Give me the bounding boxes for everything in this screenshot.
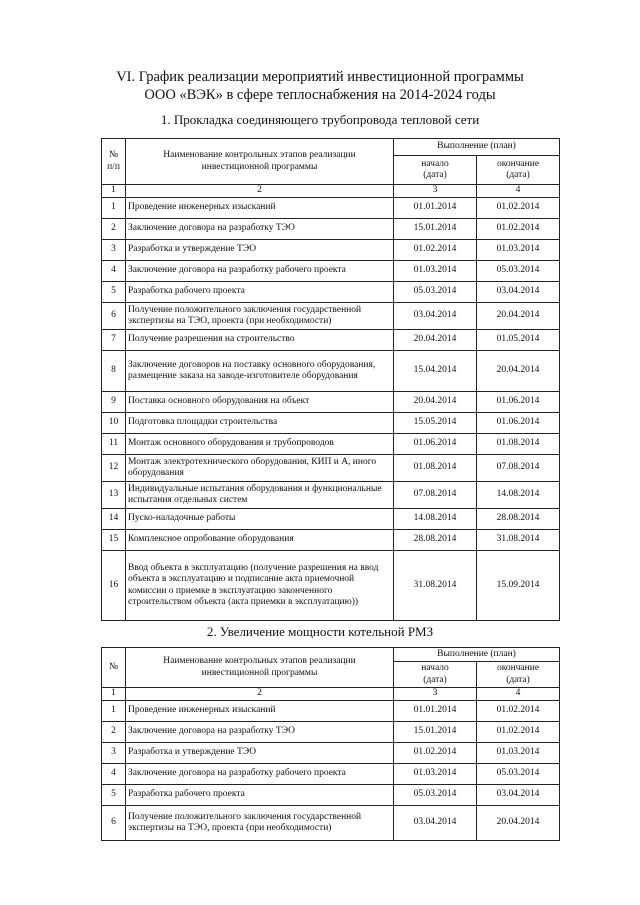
section-2-title: 2. Увеличение мощности котельной РМЗ — [206, 624, 434, 639]
table-row — [102, 530, 560, 551]
table-row — [102, 413, 560, 434]
header-end-line2: (дата) — [506, 170, 530, 180]
start-date: 01.01.2014 — [394, 198, 477, 219]
end-date: 01.05.2014 — [477, 330, 560, 351]
column-number-row — [102, 185, 560, 198]
start-date: 05.03.2014 — [394, 785, 477, 806]
start-date: 01.03.2014 — [394, 261, 477, 282]
header-name-line2: инвестиционной программы — [201, 667, 318, 678]
table-row — [102, 455, 560, 482]
stage-name: Заключение договора на разработку ТЭО — [126, 722, 394, 743]
end-date: 03.04.2014 — [477, 282, 560, 303]
start-date: 07.08.2014 — [394, 482, 477, 509]
table-row — [102, 764, 560, 785]
table-row — [102, 722, 560, 743]
stage-name: Проведение инженерных изысканий — [126, 701, 394, 722]
end-date: 20.04.2014 — [477, 806, 560, 841]
stage-name: Получение положительного заключения государственной экспертизы на ТЭО, проекта (при необходимости) — [126, 806, 394, 841]
header-number-line2: п/п — [107, 161, 120, 172]
row-number: 4 — [102, 764, 126, 785]
end-date: 05.03.2014 — [477, 764, 560, 785]
header-start-line2: (дата) — [423, 674, 447, 685]
header-start-line1: начало — [421, 663, 449, 673]
header-cell-name — [126, 648, 394, 688]
table-row — [102, 509, 560, 530]
header-cell-number — [102, 139, 126, 185]
section-1-title: 1. Прокладка соединяющего трубопровода тепловой сети — [160, 112, 480, 127]
header-cell-name — [126, 139, 394, 185]
header-name-line1: Наименование контрольных этапов реализации — [163, 150, 356, 160]
end-date: 14.08.2014 — [477, 482, 560, 509]
column-number: 1 — [102, 688, 126, 701]
header-cell-start — [394, 662, 477, 688]
column-number: 4 — [477, 185, 560, 198]
start-date: 01.03.2014 — [394, 764, 477, 785]
row-number: 1 — [102, 198, 126, 219]
table-row — [102, 434, 560, 455]
end-date: 31.08.2014 — [477, 530, 560, 551]
table-row — [102, 282, 560, 303]
stage-name: Заключение договоров на поставку основного оборудования, размещение заказа на заводе-изготовителе оборудования — [126, 351, 394, 392]
table-row — [102, 240, 560, 261]
row-number: 7 — [102, 330, 126, 351]
row-number: 6 — [102, 303, 126, 330]
start-date: 03.04.2014 — [394, 303, 477, 330]
stage-name: Проведение инженерных изысканий — [126, 198, 394, 219]
table-row — [102, 806, 560, 841]
stage-name: Заключение договора на разработку ТЭО — [126, 219, 394, 240]
column-number: 3 — [394, 688, 477, 701]
start-date: 15.04.2014 — [394, 351, 477, 392]
start-date: 15.05.2014 — [394, 413, 477, 434]
schedule-table-2 — [101, 647, 560, 841]
row-number: 3 — [102, 240, 126, 261]
row-number: 12 — [102, 455, 126, 482]
document-title-line-1: VI. График реализации мероприятий инвестиционной программы — [116, 69, 524, 85]
row-number: 6 — [102, 806, 126, 841]
table-row — [102, 198, 560, 219]
header-cell-end — [477, 662, 560, 688]
start-date: 01.01.2014 — [394, 701, 477, 722]
row-number: 9 — [102, 392, 126, 413]
stage-name: Подготовка площадки строительства — [126, 413, 394, 434]
stage-name: Индивидуальные испытания оборудования и функциональные испытания отдельных систем — [126, 482, 394, 509]
start-date: 15.01.2014 — [394, 722, 477, 743]
start-date: 01.02.2014 — [394, 240, 477, 261]
row-number: 1 — [102, 701, 126, 722]
end-date: 05.03.2014 — [477, 261, 560, 282]
stage-name: Заключение договора на разработку рабочего проекта — [126, 764, 394, 785]
end-date: 01.02.2014 — [477, 701, 560, 722]
start-date: 28.08.2014 — [394, 530, 477, 551]
end-date: 03.04.2014 — [477, 785, 560, 806]
start-date: 15.01.2014 — [394, 219, 477, 240]
table-row — [102, 392, 560, 413]
stage-name: Разработка рабочего проекта — [126, 282, 394, 303]
table-row — [102, 303, 560, 330]
start-date: 01.08.2014 — [394, 455, 477, 482]
stage-name: Ввод объекта в эксплуатацию (получение разрешения на ввод объекта в эксплуатацию и подписание акта приемочной комиссии о приемке в эксплуатацию законченного строительством объекта (акта приемки в эксплуатацию)) — [126, 551, 394, 621]
column-number-row — [102, 688, 560, 701]
row-number: 8 — [102, 351, 126, 392]
stage-name: Разработка и утверждение ТЭО — [126, 743, 394, 764]
start-date: 05.03.2014 — [394, 282, 477, 303]
row-number: 16 — [102, 551, 126, 621]
row-number: 5 — [102, 785, 126, 806]
stage-name: Монтаж электротехнического оборудования, КИП и А, иного оборудования — [126, 455, 394, 482]
end-date: 07.08.2014 — [477, 455, 560, 482]
row-number: 15 — [102, 530, 126, 551]
table-row — [102, 330, 560, 351]
column-number: 3 — [394, 185, 477, 198]
table-row — [102, 261, 560, 282]
column-number: 4 — [477, 688, 560, 701]
header-end-line2: (дата) — [506, 674, 530, 685]
column-number: 2 — [126, 688, 394, 701]
start-date: 31.08.2014 — [394, 551, 477, 621]
column-number: 2 — [126, 185, 394, 198]
end-date: 15.09.2014 — [477, 551, 560, 621]
header-start-line1: начало — [421, 158, 449, 169]
header-cell-end — [477, 156, 560, 185]
header-number-line1: № — [108, 150, 119, 160]
stage-name: Получение разрешения на строительство — [126, 330, 394, 351]
row-number: 4 — [102, 261, 126, 282]
end-date: 01.06.2014 — [477, 413, 560, 434]
document-title-line-2: ООО «ВЭК» в сфере теплоснабжения на 2014-2024 годы — [144, 87, 496, 103]
end-date: 20.04.2014 — [477, 303, 560, 330]
table-row — [102, 482, 560, 509]
start-date: 01.02.2014 — [394, 743, 477, 764]
table-row — [102, 701, 560, 722]
start-date: 20.04.2014 — [394, 392, 477, 413]
schedule-table-1 — [101, 138, 560, 621]
stage-name: Монтаж основного оборудования и трубопроводов — [126, 434, 394, 455]
table-row — [102, 551, 560, 621]
header-name-line1: Наименование контрольных этапов реализации — [163, 656, 356, 666]
stage-name: Разработка рабочего проекта — [126, 785, 394, 806]
start-date: 14.08.2014 — [394, 509, 477, 530]
row-number: 5 — [102, 282, 126, 303]
end-date: 28.08.2014 — [477, 509, 560, 530]
end-date: 01.08.2014 — [477, 434, 560, 455]
column-number: 1 — [102, 185, 126, 198]
start-date: 20.04.2014 — [394, 330, 477, 351]
end-date: 01.03.2014 — [477, 743, 560, 764]
stage-name: Комплексное опробование оборудования — [126, 530, 394, 551]
header-name-line2: инвестиционной программы — [201, 161, 318, 172]
end-date: 01.03.2014 — [477, 240, 560, 261]
start-date: 03.04.2014 — [394, 806, 477, 841]
stage-name: Поставка основного оборудования на объект — [126, 392, 394, 413]
row-number: 11 — [102, 434, 126, 455]
header-cell-execution: Выполнение (план) — [394, 139, 560, 156]
end-date: 01.02.2014 — [477, 219, 560, 240]
header-cell-number: № — [102, 648, 126, 688]
header-end-line1: окончание — [496, 158, 540, 169]
stage-name: Получение положительного заключения государственной экспертизы на ТЭО, проекта (при необходимости) — [126, 303, 394, 330]
table-row — [102, 785, 560, 806]
row-number: 2 — [102, 722, 126, 743]
end-date: 01.02.2014 — [477, 722, 560, 743]
table-row — [102, 351, 560, 392]
stage-name: Разработка и утверждение ТЭО — [126, 240, 394, 261]
header-cell-start — [394, 156, 477, 185]
header-start-line2: (дата) — [423, 170, 447, 180]
header-cell-execution: Выполнение (план) — [394, 648, 560, 662]
start-date: 01.06.2014 — [394, 434, 477, 455]
row-number: 2 — [102, 219, 126, 240]
row-number: 10 — [102, 413, 126, 434]
stage-name: Заключение договора на разработку рабочего проекта — [126, 261, 394, 282]
row-number: 3 — [102, 743, 126, 764]
end-date: 01.02.2014 — [477, 198, 560, 219]
header-end-line1: окончание — [496, 663, 540, 673]
end-date: 01.06.2014 — [477, 392, 560, 413]
row-number: 13 — [102, 482, 126, 509]
table-row — [102, 743, 560, 764]
row-number: 14 — [102, 509, 126, 530]
stage-name: Пуско-наладочные работы — [126, 509, 394, 530]
table-row — [102, 219, 560, 240]
end-date: 20.04.2014 — [477, 351, 560, 392]
